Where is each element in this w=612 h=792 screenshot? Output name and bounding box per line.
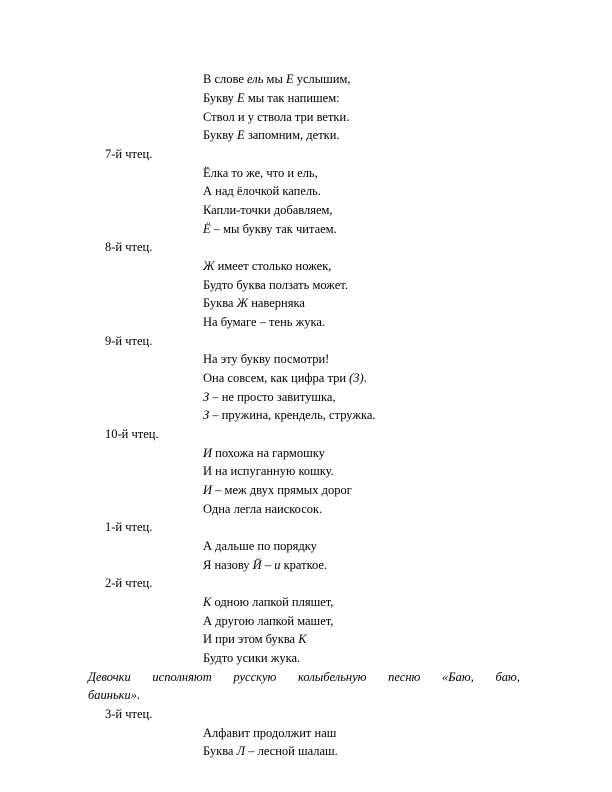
italic-run: Л xyxy=(236,744,246,758)
speaker-label xyxy=(105,333,152,350)
text-run: – мы букву так читаем. xyxy=(210,222,337,236)
text-run: баиньки». xyxy=(88,688,141,702)
text-run: – меж двух прямых дорог xyxy=(212,483,352,497)
verse-line xyxy=(203,277,348,294)
verse-line xyxy=(203,743,338,760)
italic-run: Ё xyxy=(203,222,211,236)
text-run: Букву xyxy=(203,128,238,142)
stage-direction xyxy=(88,669,520,686)
verse-line xyxy=(203,445,325,462)
italic-run: И xyxy=(203,446,213,460)
verse-line xyxy=(203,258,331,275)
verse-line xyxy=(203,295,305,312)
italic-run: К xyxy=(298,632,307,646)
verse-line xyxy=(203,482,352,499)
text-run: имеет столько ножек, xyxy=(214,259,332,273)
italic-run: К xyxy=(203,595,212,609)
italic-run: Ж xyxy=(203,259,215,273)
verse-line xyxy=(203,501,322,518)
verse-line xyxy=(203,725,336,742)
text-run: На бумаге – тень жука. xyxy=(203,315,326,329)
text-run: Одна легла наискосок. xyxy=(203,502,323,516)
text-run: Букву xyxy=(203,91,238,105)
text-run: Буква xyxy=(203,296,237,310)
verse-line xyxy=(203,407,376,424)
italic-run: Й – и xyxy=(252,558,281,572)
speaker-label xyxy=(105,426,159,443)
text-run: Ствол и у ствола три ветки. xyxy=(203,110,350,124)
text-run: А над ёлочкой капель. xyxy=(203,184,321,198)
text-run: В слове xyxy=(203,72,248,86)
verse-line xyxy=(203,202,333,219)
speaker-label xyxy=(105,239,152,256)
speaker-label xyxy=(105,575,152,592)
text-run: Будто усики жука. xyxy=(203,651,301,665)
italic-run: З xyxy=(203,408,210,422)
text-run: одною лапкой пляшет, xyxy=(211,595,334,609)
text-run: А другою лапкой машет, xyxy=(203,614,334,628)
italic-run: Ж xyxy=(236,296,249,310)
text-run: краткое. xyxy=(280,558,328,572)
italic-run: Е xyxy=(237,128,245,142)
text-run: Будто буква ползать может. xyxy=(203,278,348,292)
verse-line xyxy=(203,650,300,667)
text-run: Я назову xyxy=(203,558,253,572)
text-run: – лесной шалаш. xyxy=(245,744,338,758)
text-run: мы xyxy=(263,72,286,86)
italic-run: И xyxy=(203,483,213,497)
italic-run: Е xyxy=(285,72,294,86)
verse-line xyxy=(203,221,337,238)
text-run: запомним, детки. xyxy=(244,128,340,142)
text-run: услышим, xyxy=(293,72,351,86)
verse-line xyxy=(203,631,307,648)
verse-line xyxy=(203,557,327,574)
text-run: Она совсем, как цифра три xyxy=(203,371,350,385)
text-run: 8-й чтец. xyxy=(105,240,153,254)
text-run: И при этом буква xyxy=(203,632,299,646)
verse-line xyxy=(203,538,317,555)
text-run: наверняка xyxy=(248,296,305,310)
verse-line xyxy=(203,463,334,480)
text-run: Ёлка то же, что и ель, xyxy=(203,166,318,180)
stage-direction-cont xyxy=(88,687,140,704)
text-run: . xyxy=(363,371,367,385)
text-run: Алфавит продолжит наш xyxy=(203,726,337,740)
verse-line xyxy=(203,613,333,630)
speaker-label xyxy=(105,706,152,723)
text-run: Девочки исполняют русскую колыбельную песню «Баю, баю, xyxy=(88,670,520,684)
verse-line xyxy=(203,109,349,126)
text-run: 1-й чтец. xyxy=(105,520,153,534)
verse-line xyxy=(203,370,367,387)
text-run: На эту букву посмотри! xyxy=(203,352,330,366)
verse-line xyxy=(203,90,340,107)
text-run: Капли-точки добавляем, xyxy=(203,203,333,217)
speaker-label xyxy=(105,146,152,163)
text-run: 3-й чтец. xyxy=(105,707,153,721)
verse-line xyxy=(203,314,325,331)
verse-line xyxy=(203,389,336,406)
text-run: 2-й чтец. xyxy=(105,576,153,590)
speaker-label xyxy=(105,519,152,536)
text-run: – не просто завитушка, xyxy=(209,390,336,404)
verse-line xyxy=(203,165,318,182)
italic-run: (3) xyxy=(349,371,364,385)
text-run: И на испуганную кошку. xyxy=(203,464,334,478)
text-run: мы так напишем: xyxy=(244,91,340,105)
text-run: похожа на гармошку xyxy=(212,446,325,460)
verse-line xyxy=(203,71,351,88)
italic-run: З xyxy=(203,390,210,404)
verse-line xyxy=(203,594,333,611)
text-run: Буква xyxy=(203,744,237,758)
verse-line xyxy=(203,127,340,144)
italic-run: Е xyxy=(237,91,245,105)
text-run: 10-й чтец. xyxy=(105,427,159,441)
text-run: 9-й чтец. xyxy=(105,334,153,348)
text-run: А дальше по порядку xyxy=(203,539,317,553)
verse-line xyxy=(203,351,329,368)
italic-run: ель xyxy=(247,72,264,86)
verse-line xyxy=(203,183,321,200)
text-run: – пружина, крендель, стружка. xyxy=(209,408,376,422)
text-run: 7-й чтец. xyxy=(105,147,153,161)
